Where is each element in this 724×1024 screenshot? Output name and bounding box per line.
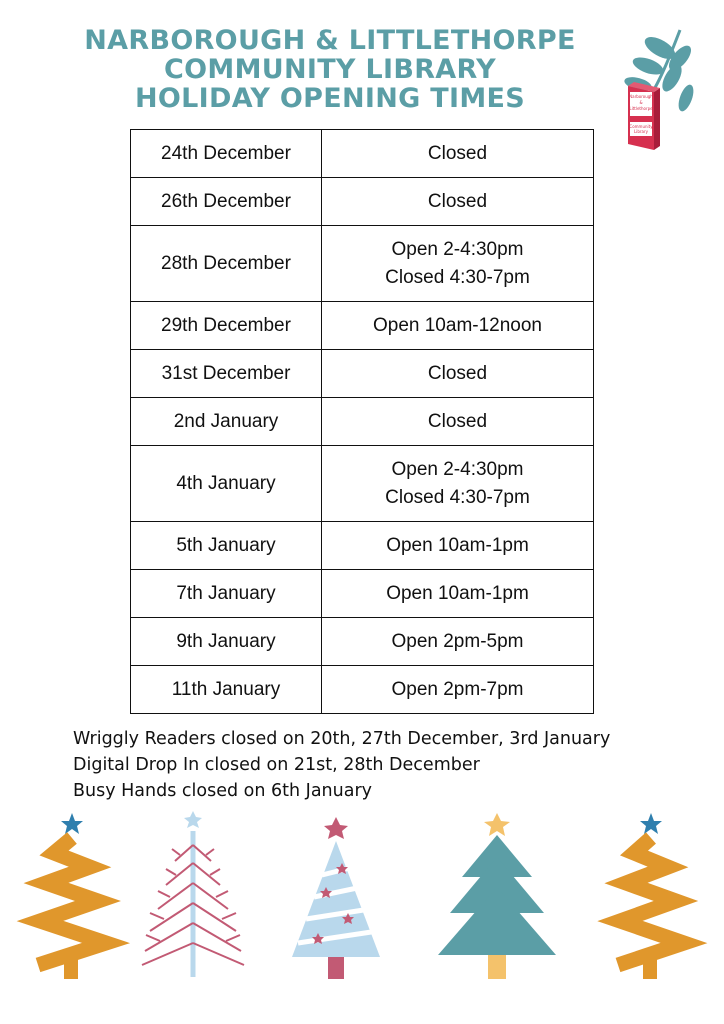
table-row bbox=[131, 570, 594, 618]
time-line: Open 10am-12noon bbox=[372, 314, 542, 336]
zigzag-tree-icon bbox=[618, 813, 684, 979]
table-row bbox=[131, 130, 594, 178]
times-cell bbox=[322, 178, 594, 226]
book-label-1: Community bbox=[629, 124, 653, 129]
times-cell bbox=[322, 446, 594, 522]
zigzag-tree-icon bbox=[38, 813, 106, 979]
closure-notes bbox=[73, 726, 693, 804]
times-cell bbox=[322, 350, 594, 398]
date-cell: 11th January bbox=[131, 666, 322, 714]
table-row bbox=[131, 398, 594, 446]
table-row bbox=[131, 178, 594, 226]
time-line: Open 10am-1pm bbox=[386, 582, 529, 604]
date-cell: 31st December bbox=[131, 350, 322, 398]
note-digital-drop-in: Digital Drop In closed on 21st, 28th December bbox=[73, 755, 480, 775]
time-line: Closed 4:30-7pm bbox=[385, 486, 530, 508]
christmas-trees bbox=[0, 805, 724, 995]
time-line: Open 10am-1pm bbox=[386, 534, 529, 556]
book-label-2: Library bbox=[634, 129, 648, 134]
date-cell: 4th January bbox=[131, 446, 322, 522]
times-cell bbox=[322, 302, 594, 350]
time-line: Closed 4:30-7pm bbox=[385, 266, 530, 288]
times-cell bbox=[322, 130, 594, 178]
time-line: Closed bbox=[427, 142, 488, 164]
time-line: Open 2-4:30pm bbox=[391, 458, 524, 480]
opening-times-body bbox=[131, 130, 594, 714]
table-row bbox=[131, 226, 594, 302]
time-line: Open 2pm-7pm bbox=[391, 678, 524, 700]
book-text-1: Narborough bbox=[629, 94, 653, 99]
book-text-3: Littlethorpe bbox=[629, 106, 653, 111]
date-cell: 7th January bbox=[131, 570, 322, 618]
table-row bbox=[131, 302, 594, 350]
time-line: Closed bbox=[427, 190, 488, 212]
date-cell: 28th December bbox=[131, 226, 322, 302]
time-line: Open 2pm-5pm bbox=[391, 630, 524, 652]
note-busy-hands: Busy Hands closed on 6th January bbox=[73, 781, 372, 801]
date-cell: 24th December bbox=[131, 130, 322, 178]
times-cell bbox=[322, 522, 594, 570]
table-row bbox=[131, 618, 594, 666]
table-row bbox=[131, 522, 594, 570]
striped-tree-icon bbox=[292, 817, 380, 979]
title-line-1: NARBOROUGH & LITTLETHORPE bbox=[84, 25, 576, 56]
pine-branch-tree-icon bbox=[142, 811, 244, 977]
table-row bbox=[131, 666, 594, 714]
times-cell bbox=[322, 570, 594, 618]
time-line: Open 2-4:30pm bbox=[391, 238, 524, 260]
date-cell: 29th December bbox=[131, 302, 322, 350]
times-cell bbox=[322, 666, 594, 714]
time-line: Closed bbox=[427, 410, 488, 432]
opening-times-table bbox=[130, 129, 594, 714]
date-cell: 2nd January bbox=[131, 398, 322, 446]
page-title bbox=[40, 26, 620, 113]
times-cell bbox=[322, 226, 594, 302]
date-cell: 9th January bbox=[131, 618, 322, 666]
library-logo bbox=[610, 26, 705, 156]
teal-tree-icon bbox=[438, 813, 556, 979]
date-cell: 5th January bbox=[131, 522, 322, 570]
times-cell bbox=[322, 618, 594, 666]
book-text-2: & bbox=[639, 100, 643, 105]
table-row bbox=[131, 446, 594, 522]
table-row bbox=[131, 350, 594, 398]
date-cell: 26th December bbox=[131, 178, 322, 226]
title-line-3: HOLIDAY OPENING TIMES bbox=[135, 83, 525, 114]
title-line-2: COMMUNITY LIBRARY bbox=[164, 54, 496, 85]
note-wriggly-readers: Wriggly Readers closed on 20th, 27th December, 3rd January bbox=[73, 729, 611, 749]
book-icon bbox=[628, 82, 660, 150]
times-cell bbox=[322, 398, 594, 446]
time-line: Closed bbox=[427, 362, 488, 384]
